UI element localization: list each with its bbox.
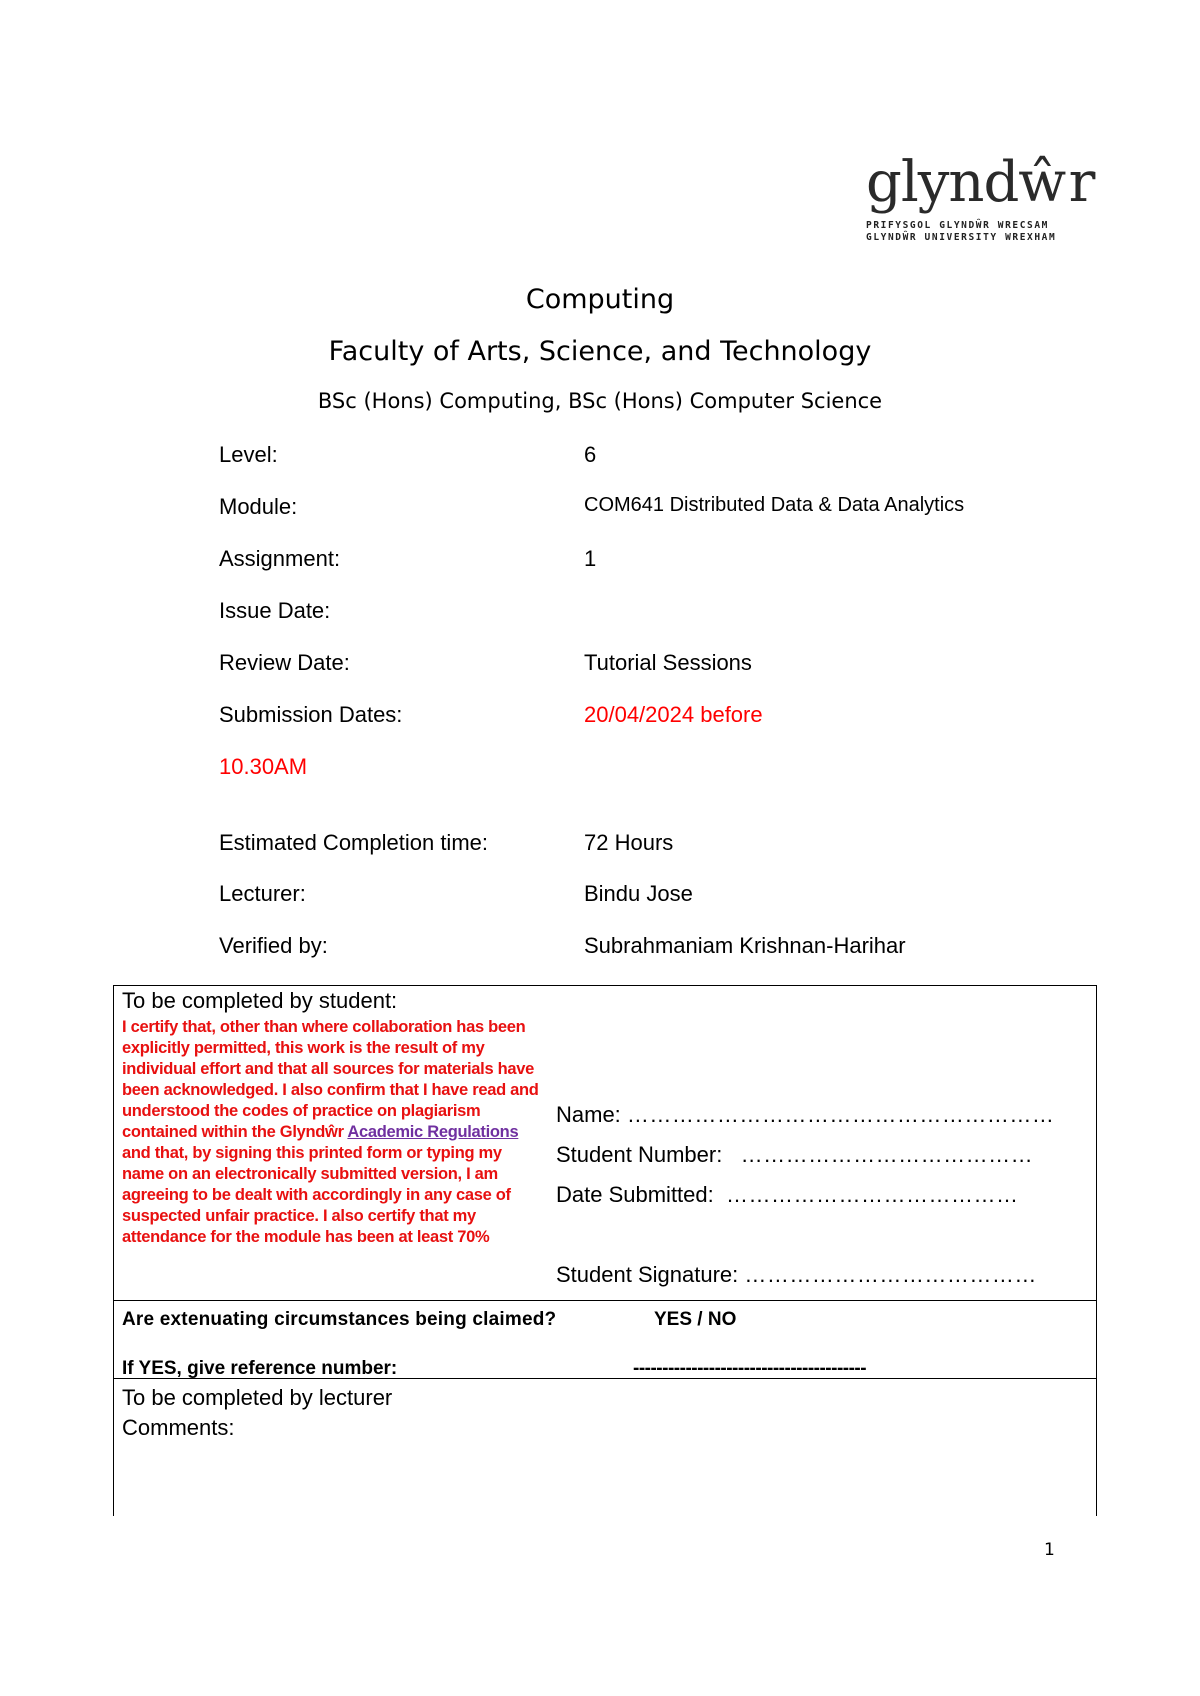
certification-statement: [122, 1017, 542, 1248]
certification-text-start: I certify that, other than where collaboration has been explicitly permitted, this work is the result of my individual effort and that all sources for materials have been acknowledged. I also confirm that I have read and understood the codes of practice on plagiarism contained within the Glyndŵr: [122, 1018, 539, 1141]
student-number-label: Student Number:: [556, 1142, 723, 1167]
student-number-dots: …………………………………: [740, 1142, 1034, 1167]
completion-time-value: 72 Hours: [584, 830, 674, 855]
lecturer-section-title: To be completed by lecturer: [122, 1385, 393, 1410]
name-dots: …………………………………………………: [626, 1102, 1055, 1127]
university-logo: [866, 150, 1095, 244]
verified-by-value: Subrahmaniam Krishnan-Harihar: [584, 933, 906, 958]
completion-time-label: Estimated Completion time:: [219, 830, 488, 855]
submission-time: 10.30AM: [219, 754, 308, 779]
module-value: COM641 Distributed Data & Data Analytics: [584, 494, 965, 516]
comments-label: Comments:: [122, 1415, 235, 1440]
verified-by-label: Verified by:: [219, 933, 328, 958]
faculty-heading: Faculty of Arts, Science, and Technology: [328, 336, 872, 367]
department-heading: Computing: [525, 284, 675, 315]
logo-english-name: GLYNDŴR UNIVERSITY WREXHAM: [866, 232, 1057, 243]
date-submitted-field[interactable]: [556, 1182, 1018, 1208]
date-submitted-label: Date Submitted:: [556, 1182, 714, 1207]
programmes-heading: BSc (Hons) Computing, BSc (Hons) Computer Science: [317, 389, 883, 413]
student-section: [114, 986, 1096, 1301]
reference-number-line[interactable]: ----------------------------------------: [633, 1358, 867, 1379]
review-date-value: Tutorial Sessions: [584, 650, 752, 675]
student-number-field[interactable]: [556, 1142, 1033, 1168]
issue-date-label: Issue Date:: [219, 598, 331, 623]
lecturer-value: Bindu Jose: [584, 881, 693, 906]
assignment-label: Assignment:: [219, 546, 341, 571]
certification-text-end: and that, by signing this printed form or typing my name on an electronically submitted version, I am agreeing to be dealt with accordingly in any case of suspected unfair practice. I also certify that my attendance for the module has been at least 70%: [122, 1144, 511, 1246]
student-signature-label: Student Signature:: [556, 1262, 739, 1287]
assignment-value: 1: [584, 546, 597, 571]
lecturer-section: [114, 1379, 1096, 1516]
date-submitted-dots: …………………………………: [725, 1182, 1019, 1207]
review-date-label: Review Date:: [219, 650, 350, 675]
level-value: 6: [584, 442, 597, 467]
module-label: Module:: [219, 494, 298, 519]
name-field[interactable]: [556, 1102, 1054, 1128]
level-label: Level:: [219, 442, 278, 467]
student-signature-dots: …………………………………: [744, 1262, 1037, 1287]
extenuating-section: [114, 1301, 1096, 1379]
extenuating-question: Are extenuating circumstances being claimed?: [122, 1309, 557, 1330]
submission-dates-value: 20/04/2024 before: [584, 702, 763, 727]
reference-number-label: If YES, give reference number:: [122, 1358, 398, 1379]
student-section-title: To be completed by student:: [122, 988, 398, 1013]
page-number: 1: [1044, 1540, 1055, 1560]
submission-dates-label: Submission Dates:: [219, 702, 403, 727]
student-signature-field[interactable]: [556, 1262, 1037, 1288]
submission-form-table: [113, 985, 1097, 1516]
extenuating-options[interactable]: YES / NO: [654, 1309, 737, 1330]
logo-welsh-name: PRIFYSGOL GLYNDŴR WRECSAM: [866, 220, 1049, 231]
name-label: Name:: [556, 1102, 621, 1127]
academic-regulations-link[interactable]: Academic Regulations: [347, 1123, 519, 1141]
logo-wordmark: glyndŵr: [866, 150, 1095, 215]
lecturer-label: Lecturer:: [219, 881, 306, 906]
